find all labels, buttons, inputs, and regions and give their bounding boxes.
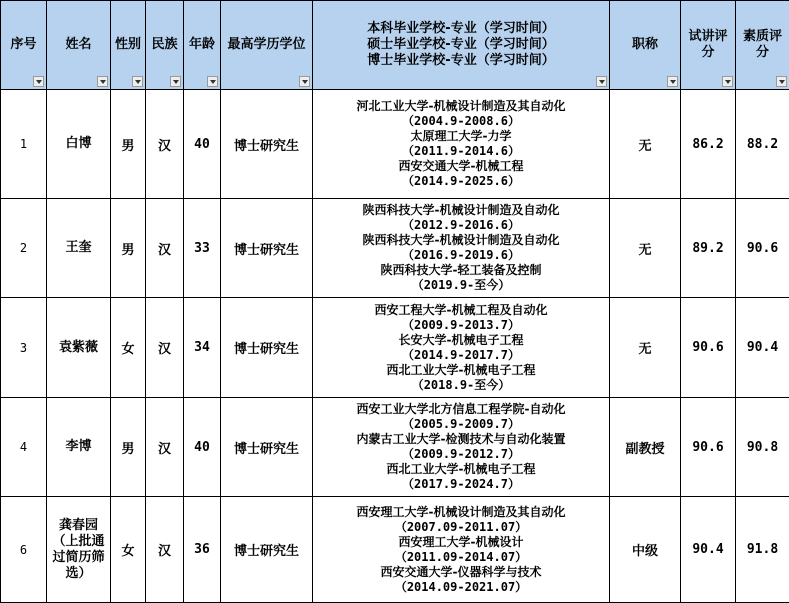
education-school-major: 西北工业大学-机械电子工程 [386,462,536,476]
cell-lecture-score[interactable]: 86.2 [681,90,736,199]
cell-ethnicity[interactable]: 汉 [146,497,184,603]
cell-degree[interactable]: 博士研究生 [221,497,313,603]
education-period: （2017.9-2024.7） [402,477,520,491]
cell-age[interactable]: 33 [184,199,221,298]
cell-title[interactable]: 中级 [610,497,681,603]
header-degree: 最高学历学位 [221,1,313,90]
cell-gender[interactable]: 女 [111,497,146,603]
cell-age[interactable]: 40 [184,398,221,497]
cell-seq[interactable]: 2 [1,199,47,298]
header-ethnicity: 民族 [146,1,184,90]
filter-dropdown-icon[interactable] [207,76,218,87]
table-row [1,199,789,298]
education-period: （2018.9-至今） [411,377,511,392]
education-period: （2009.9-2013.7） [402,317,520,332]
table-row [1,298,789,398]
cell-quality-score[interactable]: 88.2 [736,90,789,199]
name-line: 李博 [65,439,92,454]
education-school-major: 西安交通大学-仪器科学与技术 [380,564,542,579]
education-period: （2011.9-2014.6） [402,144,520,158]
education-school-major: 太原理工大学-力学 [410,129,512,143]
cell-lecture-score[interactable]: 90.4 [681,497,736,603]
education-school-major: 西安工业大学北方信息工程学院-自动化 [356,402,566,416]
name-line: （上批通 [52,533,105,549]
filter-dropdown-icon[interactable] [33,76,44,87]
cell-lecture-score[interactable]: 90.6 [681,298,736,398]
cell-age[interactable]: 36 [184,497,221,603]
education-school-major: 陕西科技大学-机械设计制造及自动化 [362,203,560,217]
education-school-major: 西安理工大学-机械设计 [398,534,524,549]
education-period: （2016.9-2019.6） [402,248,520,262]
header-lecture-score: 试讲评 分 [681,1,736,90]
cell-education[interactable] [313,398,610,497]
cell-degree[interactable]: 博士研究生 [221,90,313,199]
cell-seq[interactable]: 4 [1,398,47,497]
cell-degree[interactable]: 博士研究生 [221,199,313,298]
cell-education[interactable] [313,90,610,199]
education-school-major: 河北工业大学-机械设计制造及其自动化 [356,99,566,113]
name-line: 白博 [65,136,92,151]
cell-title[interactable]: 无 [610,90,681,199]
filter-dropdown-icon[interactable] [170,76,181,87]
education-period: （2014.9-2025.6） [402,174,520,188]
cell-quality-score[interactable]: 90.6 [736,199,789,298]
header-age: 年龄 [184,1,221,90]
cell-ethnicity[interactable]: 汉 [146,298,184,398]
cell-name[interactable] [47,298,111,398]
cell-degree[interactable]: 博士研究生 [221,298,313,398]
header-row [1,1,789,90]
filter-dropdown-icon[interactable] [776,76,787,87]
cell-age[interactable]: 40 [184,90,221,199]
education-period: （2009.9-2012.7） [402,447,520,461]
name-line: 龚春园 [58,517,98,533]
cell-ethnicity[interactable]: 汉 [146,398,184,497]
cell-name[interactable] [47,90,111,199]
filter-dropdown-icon[interactable] [667,76,678,87]
education-school-major: 西安工程大学-机械工程及自动化 [374,302,548,317]
name-line: 选） [65,565,92,581]
cell-ethnicity[interactable]: 汉 [146,199,184,298]
filter-dropdown-icon[interactable] [596,76,607,87]
cell-lecture-score[interactable]: 89.2 [681,199,736,298]
education-period: （2011.09-2014.07） [394,549,528,564]
cell-age[interactable]: 34 [184,298,221,398]
cell-gender[interactable]: 男 [111,398,146,497]
education-school-major: 长安大学-机械电子工程 [398,332,524,347]
table-row [1,398,789,497]
education-school-major: 陕西科技大学-机械设计制造及自动化 [362,233,560,247]
cell-seq[interactable]: 1 [1,90,47,199]
header-title: 职称 [610,1,681,90]
cell-lecture-score[interactable]: 90.6 [681,398,736,497]
name-line: 袁紫薇 [58,339,98,355]
cell-degree[interactable]: 博士研究生 [221,398,313,497]
cell-quality-score[interactable]: 91.8 [736,497,789,603]
table-row [1,497,789,603]
cell-seq[interactable]: 6 [1,497,47,603]
cell-title[interactable]: 无 [610,298,681,398]
filter-dropdown-icon[interactable] [132,76,143,87]
header-gender: 性别 [111,1,146,90]
table-row [1,90,789,199]
education-period: （2014.09-2021.07） [394,579,528,594]
cell-title[interactable]: 副教授 [610,398,681,497]
cell-education[interactable] [313,298,610,398]
education-period: （2004.9-2008.6） [402,114,520,128]
header-education: 本科毕业学校-专业（学习时间） 硕士毕业学校-专业（学习时间） 博士毕业学校-专业（学习时间） [313,1,610,90]
header-seq: 序号 [1,1,47,90]
cell-gender[interactable]: 女 [111,298,146,398]
education-period: （2005.9-2009.7） [402,417,520,431]
filter-dropdown-icon[interactable] [722,76,733,87]
cell-name[interactable] [47,497,111,603]
cell-title[interactable]: 无 [610,199,681,298]
cell-quality-score[interactable]: 90.8 [736,398,789,497]
cell-quality-score[interactable]: 90.4 [736,298,789,398]
education-school-major: 西安交通大学-机械工程 [398,159,524,173]
cell-education[interactable] [313,199,610,298]
cell-seq[interactable]: 3 [1,298,47,398]
cell-ethnicity[interactable]: 汉 [146,90,184,199]
filter-dropdown-icon[interactable] [97,76,108,87]
name-line: 过简历筛 [52,549,105,565]
education-period: （2014.9-2017.7） [402,347,520,362]
cell-name[interactable] [47,398,111,497]
cell-gender[interactable]: 男 [111,199,146,298]
education-school-major: 西安理工大学-机械设计制造及其自动化 [356,504,566,519]
header-name: 姓名 [47,1,111,90]
education-school-major: 陕西科技大学-轻工装备及控制 [380,263,542,277]
education-school-major: 西北工业大学-机械电子工程 [386,362,536,377]
name-line: 王奎 [65,240,92,255]
education-period: （2019.9-至今） [411,278,511,292]
education-school-major: 内蒙古工业大学-检测技术与自动化装置 [356,432,566,446]
education-period: （2012.9-2016.6） [402,218,520,232]
cell-gender[interactable]: 男 [111,90,146,199]
filter-dropdown-icon[interactable] [299,76,310,87]
cell-name[interactable] [47,199,111,298]
cell-education[interactable] [313,497,610,603]
header-quality-score: 素质评 分 [736,1,789,90]
education-period: （2007.09-2011.07） [394,519,528,534]
